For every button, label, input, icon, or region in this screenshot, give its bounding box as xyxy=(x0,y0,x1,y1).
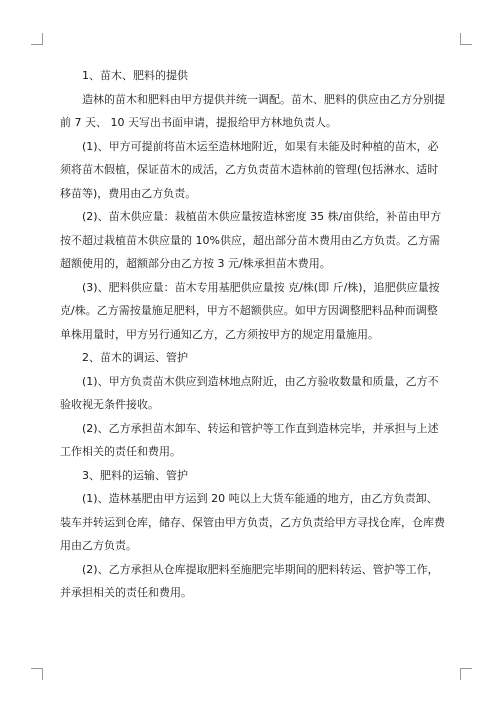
section-heading-1: 1、苗木、肥料的提供 xyxy=(82,69,188,82)
paragraph-supply-3: (3)、肥料供应量：苗木专用基肥供应量按 克/株(即 斤/株)，追肥供应量按 克/株。乙方需按量施足肥料，甲方不超额供应。如甲方因调整肥料品种而调整单株用量时，甲方另行通知乙方，乙方须按甲方的规定用量施用。 xyxy=(60,280,440,341)
crop-mark-bottom-left xyxy=(31,668,43,680)
crop-mark-top-left xyxy=(31,33,43,45)
paragraph-supply-overview: 造林的苗木和肥料由甲方提供并统一调配。苗木、肥料的供应由乙方分别提前 7 天、 10 天写出书面申请，提报给甲方林地负责人。 xyxy=(60,92,445,129)
crop-mark-bottom-right xyxy=(460,668,472,680)
paragraph-transport-2: (2)、乙方承担苗木卸车、转运和管护等工作直到造林完毕，并承担与上述工作相关的责任和费用。 xyxy=(60,421,439,458)
crop-mark-top-right xyxy=(460,33,472,45)
paragraph-supply-1: (1)、甲方可提前将苗木运至造林地附近，如果有未能及时种植的苗木，必须将苗木假植，保证苗木的成活，乙方负责苗木造林前的管理(包括淋水、适时移苗等)，费用由乙方负责。 xyxy=(60,139,439,200)
paragraph-fertilizer-2: (2)、乙方承担从仓库提取肥料至施肥完毕期间的肥料转运、管护等工作，并承担相关的责任和费用。 xyxy=(60,562,439,599)
document-body xyxy=(60,64,446,605)
paragraph-transport-1: (1)、甲方负责苗木供应到造林地点附近，由乙方验收数量和质量，乙方不验收视无条件接收。 xyxy=(60,374,439,411)
paragraph-fertilizer-1: (1)、造林基肥由甲方运到 20 吨以上大货车能通的地方，由乙方负责卸、装车并转运到仓库，储存、保管由甲方负责，乙方负责给甲方寻找仓库，仓库费用由乙方负责。 xyxy=(60,492,445,552)
section-heading-2: 2、苗木的调运、管护 xyxy=(82,351,188,364)
paragraph-supply-2: (2)、苗木供应量：栽植苗木供应量按造林密度 35 株/亩供给，补苗由甲方按不超过栽植苗木供应量的 10%供应，超出部分苗木费用由乙方负责。乙方需超额使用的，超额部分由乙方按 3 元/株承担苗木费用。 xyxy=(60,210,442,270)
section-heading-3: 3、肥料的运输、管护 xyxy=(82,468,188,482)
